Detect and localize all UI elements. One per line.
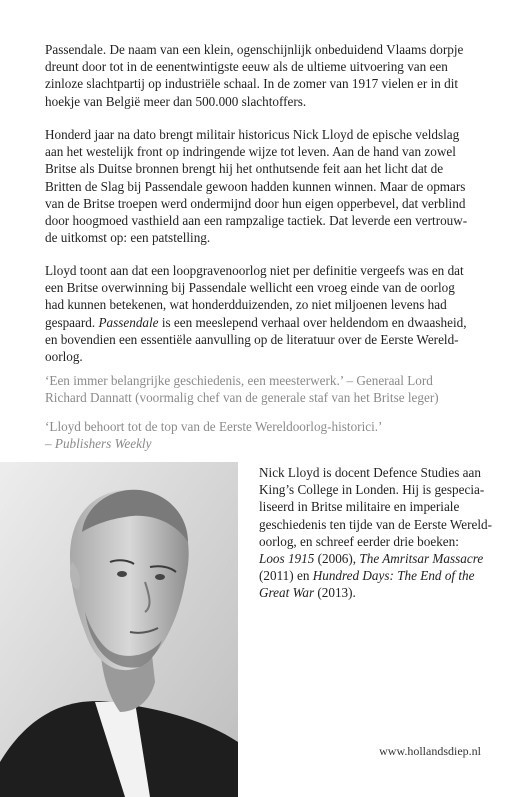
review-quote-publishers-weekly: ‘Lloyd behoort tot de top van de Eerste Wereldoorlog-historici.’ – Publishers Weekly	[45, 419, 383, 452]
book-title: Passendale	[98, 314, 159, 330]
review-quote-dannatt: ‘Een immer belangrijke geschiedenis, een meesterwerk.’ – Generaal Lord Richard Dannatt (voormalig chef van de generale staf van het Britse leger)	[45, 373, 439, 406]
author-photo	[0, 462, 238, 797]
author-bio: Nick Lloyd is docent Defence Studies aan King’s College in Londen. Hij is gespecia- liseerd in Britse militaire en imperiale geschiedenis ten tijde van de Eerste Wereld- oorlog, en schreef eerder drie boeken: Loos 1915 (2006), The Amritsar Massacre (2011) en Hundred Days: The End of the Great War (2013).	[259, 465, 493, 601]
argument-paragraph: Lloyd toont aan dat een loopgravenoorlog niet per definitie vergeefs was en dat een Britse overwinning bij Passendale wellicht een vroeg einde van de oorlog had kunnen betekenen, wat honderdduizenden, zo niet miljoenen levens had gespaard. Passendale is een meeslepend verhaal over heldendom en dwaasheid, en bovendien een essentiële aanvulling op de literatuur over de Eerste Wereld- oorlog.	[45, 263, 467, 365]
book-title-hundred-days: Hundred Days: The End of the	[312, 568, 475, 584]
book-title-loos: Loos 1915	[259, 551, 315, 567]
author-portrait-illustration	[0, 462, 238, 797]
intro-paragraph: Passendale. De naam van een klein, ogenschijnlijk onbeduidend Vlaams dorpje dreunt door tot in de eenentwintigste eeuw als de ultieme uitvoering van een zinloze slachtpartij op industriële schaal. In de zomer van 1917 vielen er in dit hoekje van België meer dan 500.000 slachtoffers.	[45, 42, 464, 109]
publisher-url: www.hollandsdiep.nl	[379, 744, 481, 758]
quote-source: Publishers Weekly	[54, 436, 152, 452]
book-title-hundred-days-cont: Great War	[259, 585, 315, 601]
summary-paragraph: Honderd jaar na dato brengt militair historicus Nick Lloyd de epische veldslag aan het westelijk front op indringende wijze tot leven. Aan de hand van zowel Britse als Duitse bronnen brengt hij het onthutsende feit aan het licht dat de Britten de Slag bij Passendale gewoon hadden kunnen winnen. Maar de opmars van de Britse troepen werd ondermijnd door hun eigen opperbevel, dat verblind door hoogmoed vasthield aan een rampzalige tactiek. Dat leverde een vertrouw- de uitkomst op: een patstelling.	[45, 127, 468, 246]
book-title-amritsar: The Amritsar Massacre	[359, 551, 484, 567]
